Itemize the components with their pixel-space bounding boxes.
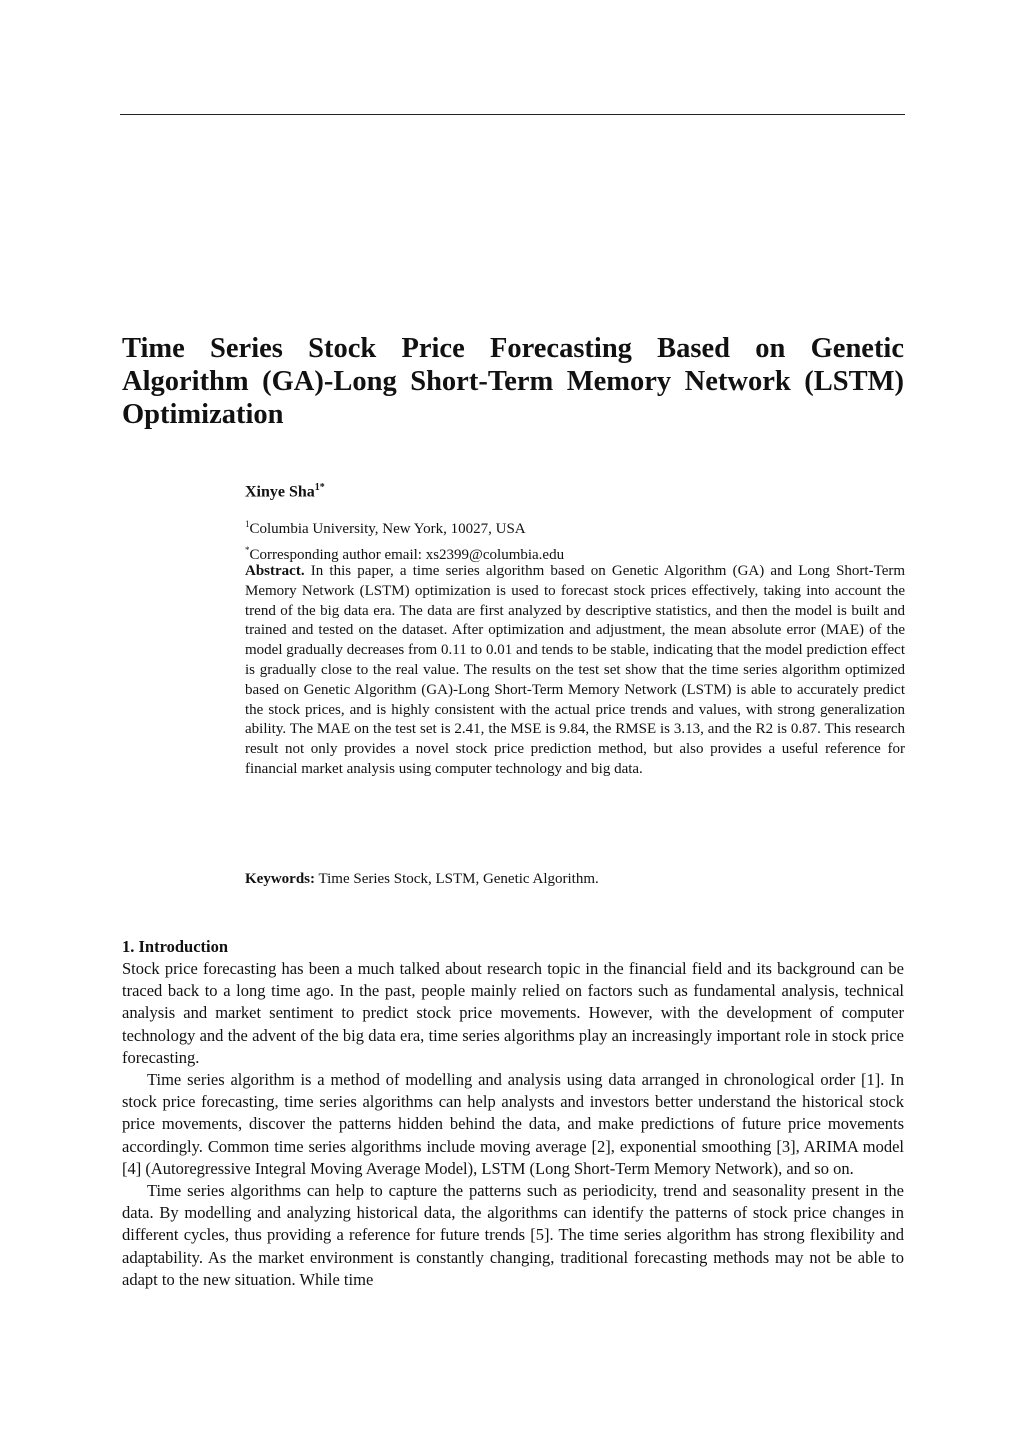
author-marks: 1* [314,482,325,493]
title-line: Algorithm (GA)-Long Short-Term Memory Network (LSTM) [122,366,904,397]
abstract-text: In this paper, a time series algorithm based on Genetic Algorithm (GA) and Long Short-Term Memory Network (LSTM) optimization is used to forecast stock prices effectively, taking into account the trend of the big data era. The data are first analyzed by descriptive statistics, and then the model is built and trained and tested on the dataset. After optimization and adjustment, the mean absolute error (MAE) of the model gradually decreases from 0.11 to 0.01 and tends to be stable, indicating that the model prediction effect is gradually close to the real value. The results on the test set show that the time series algorithm optimized based on Genetic Algorithm (GA)-Long Short-Term Memory Network (LSTM) is able to accurately predict the stock prices, and is highly consistent with the actual price trends and values, with strong generalization ability. The MAE on the test set is 2.41, the MSE is 9.84, the RMSE is 3.13, and the R2 is 0.87. This research result not only provides a novel stock price prediction method, but also provides a useful reference for financial market analysis using computer technology and big data. [245,563,906,777]
header-rule [120,114,905,115]
affiliations [245,514,905,566]
corresponding-email-text: Corresponding author email: xs2399@columbia.edu [249,547,565,563]
affiliation-mark: 1 [245,519,250,529]
author-name: Xinye Sha [245,483,315,501]
author-line [245,482,905,501]
keywords [245,869,905,889]
abstract [245,562,905,780]
body-paragraph: Time series algorithms can help to capture the patterns such as periodicity, trend and seasonality present in the data. By modelling and analyzing historical data, the algorithms can identify the patterns of stock price changes in different cycles, thus providing a reference for future trends [5]. The time series algorithm has strong flexibility and adaptability. As the market environment is constantly changing, traditional forecasting methods may not be able to adapt to the new situation. While time [122,1181,904,1289]
affiliation-mark: * [245,545,250,555]
keywords-text: Time Series Stock, LSTM, Genetic Algorithm. [318,871,599,887]
abstract-label: Abstract. [245,563,305,579]
title-line: Time Series Stock Price Forecasting Based on Genetic [122,333,904,364]
affiliation-line [245,514,905,540]
keywords-label: Keywords: [245,871,315,887]
paper-title [122,332,904,431]
section-body [122,958,904,1291]
body-paragraph: Stock price forecasting has been a much talked about research topic in the financial field and its background can be traced back to a long time ago. In the past, people mainly relied on factors such as fundamental analysis, technical analysis and market sentiment to predict stock price movements. However, with the development of computer technology and the advent of the big data era, time series algorithms play an increasingly important role in stock price forecasting. [122,959,904,1067]
section-heading: 1. Introduction [122,937,229,956]
affiliation-text: Columbia University, New York, 10027, USA [249,521,526,537]
body-paragraph: Time series algorithm is a method of modelling and analysis using data arranged in chronological order [1]. In stock price forecasting, time series algorithms can help analysts and investors better understand the historical stock price movements, discover the patterns hidden behind the data, and make predictions of future price movements accordingly. Common time series algorithms include moving average [2], exponential smoothing [3], ARIMA model [4] (Autoregressive Integral Moving Average Model), LSTM (Long Short-Term Memory Network), and so on. [122,1070,904,1178]
title-line: Optimization [122,399,284,430]
